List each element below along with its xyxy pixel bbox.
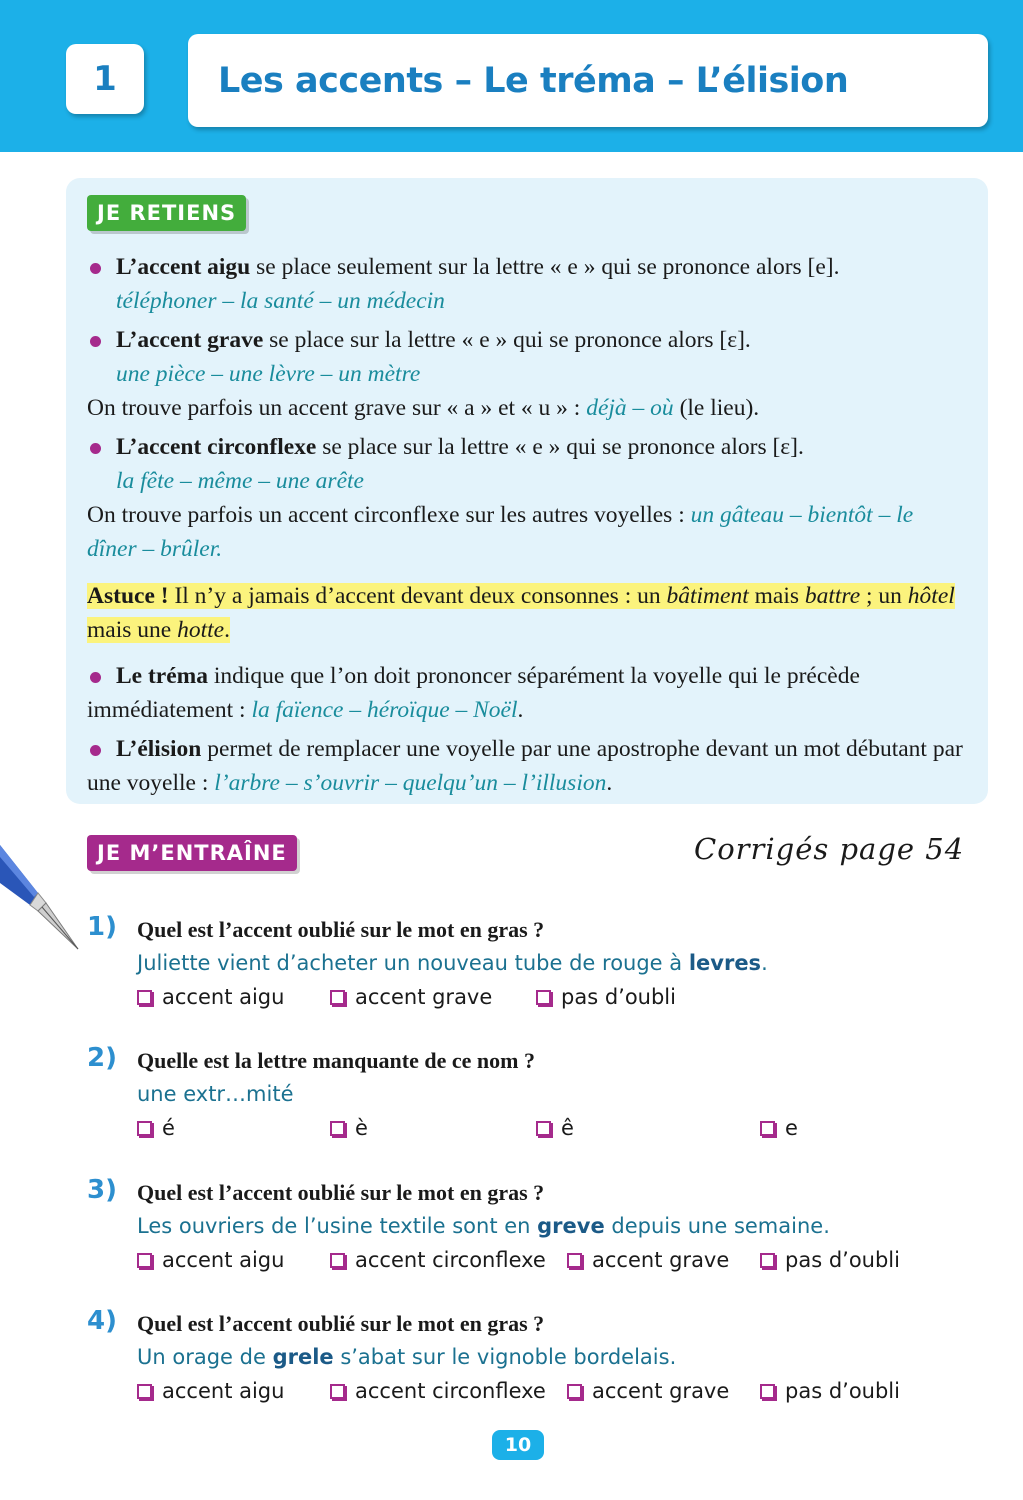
- checkbox-icon[interactable]: [760, 1121, 775, 1136]
- checkbox-icon[interactable]: [137, 1121, 152, 1136]
- rule-trema: [87, 659, 967, 727]
- astuce-word: battre: [804, 583, 861, 609]
- option-label: accent circonflexe: [355, 1379, 546, 1403]
- option-label: ê: [561, 1116, 574, 1140]
- term-elision: L’élision: [116, 736, 202, 762]
- astuce-label: Astuce !: [87, 583, 169, 609]
- option-label: é: [162, 1116, 175, 1140]
- term-trema: Le tréma: [116, 663, 208, 689]
- checkbox-icon[interactable]: [536, 990, 551, 1005]
- note-text-end: (le lieu).: [673, 395, 760, 421]
- astuce-word: bâtiment: [666, 583, 749, 609]
- rule-end: .: [606, 770, 613, 796]
- astuce-tip: [87, 579, 967, 647]
- checkbox-option[interactable]: [567, 1379, 729, 1403]
- term-accent-circonflexe: L’accent circonflexe: [116, 434, 317, 460]
- question-number: 3): [87, 1175, 117, 1205]
- je-retiens-tag: JE RETIENS: [87, 195, 246, 231]
- checkbox-option[interactable]: [330, 1248, 546, 1272]
- note-examples: un gâteau – bientôt – le dîner – brûler.: [87, 502, 914, 562]
- rule-accent-aigu: [87, 250, 967, 318]
- rule-text: se place seulement sur la lettre « e » qui se prononce alors [e].: [250, 254, 840, 280]
- sentence-text: depuis une semaine.: [604, 1214, 830, 1238]
- note-text: On trouve parfois un accent grave sur « a » et « u » :: [87, 395, 587, 421]
- rule-elision: [87, 732, 967, 800]
- rule-text: se place sur la lettre « e » qui se prononce alors [ɛ].: [263, 327, 751, 353]
- question-text: Quelle est la lettre manquante de ce nom ?: [137, 1048, 535, 1073]
- astuce-text: mais: [748, 583, 805, 609]
- question-sentence: [137, 951, 768, 975]
- checkbox-option[interactable]: [760, 1116, 798, 1140]
- checkbox-option[interactable]: [330, 1379, 546, 1403]
- sentence-text: s’abat sur le vignoble bordelais.: [333, 1345, 677, 1369]
- sentence-text: Un orage de: [137, 1345, 273, 1369]
- astuce-text: Il n’y a jamais d’accent devant deux consonnes : un: [168, 583, 667, 609]
- option-label: accent aigu: [162, 985, 285, 1009]
- checkbox-icon[interactable]: [760, 1384, 775, 1399]
- page-number: 10: [492, 1430, 544, 1460]
- sentence-text: une extr…mité: [137, 1082, 294, 1106]
- option-label: accent grave: [592, 1248, 730, 1272]
- option-label: pas d’oubli: [785, 1248, 900, 1272]
- checkbox-icon[interactable]: [137, 1384, 152, 1399]
- examples-circonflexe: la fête – même – une arête: [116, 468, 364, 494]
- checkbox-option[interactable]: [330, 1116, 368, 1140]
- option-label: accent circonflexe: [355, 1248, 546, 1272]
- option-label: pas d’oubli: [785, 1379, 900, 1403]
- checkbox-icon[interactable]: [536, 1121, 551, 1136]
- checkbox-icon[interactable]: [567, 1253, 582, 1268]
- checkbox-option[interactable]: [137, 1248, 284, 1272]
- checkbox-icon[interactable]: [330, 1253, 345, 1268]
- note-text: On trouve parfois un accent circonflexe sur les autres voyelles :: [87, 502, 691, 528]
- rule-accent-circonflexe: [87, 430, 967, 498]
- je-m-entraine-tag: JE M’ENTRAÎNE: [87, 835, 297, 871]
- corriges-reference: Corrigés page 54: [694, 832, 965, 866]
- chapter-number: 1: [66, 44, 144, 114]
- option-label: accent grave: [355, 985, 493, 1009]
- rule-text: se place sur la lettre « e » qui se prononce alors [ɛ].: [316, 434, 804, 460]
- checkbox-option[interactable]: [760, 1248, 900, 1272]
- option-label: accent aigu: [162, 1248, 285, 1272]
- rule-end: .: [517, 697, 524, 723]
- page-title: Les accents – Le tréma – L’élision: [188, 34, 988, 127]
- note-accent-grave: [87, 391, 967, 425]
- astuce-text: mais une: [87, 617, 178, 643]
- sentence-text: Juliette vient d’acheter un nouveau tube de rouge à: [137, 951, 689, 975]
- checkbox-option[interactable]: [536, 1116, 574, 1140]
- option-label: è: [355, 1116, 368, 1140]
- sentence-text: Les ouvriers de l’usine textile sont en: [137, 1214, 538, 1238]
- checkbox-option[interactable]: [137, 985, 284, 1009]
- question-1: [87, 912, 987, 1017]
- question-text: Quel est l’accent oublié sur le mot en gras ?: [137, 917, 545, 942]
- option-label: e: [785, 1116, 798, 1140]
- bold-word: greve: [537, 1214, 605, 1238]
- option-label: accent grave: [592, 1379, 730, 1403]
- rule-text: permet de remplacer une voyelle par une apostrophe devant un mot débutant par une voyelle :: [87, 736, 963, 796]
- question-sentence: [137, 1214, 830, 1238]
- question-number: 1): [87, 912, 117, 942]
- astuce-word: hôtel: [907, 583, 955, 609]
- bold-word: levres: [688, 951, 762, 975]
- examples-aigu: téléphoner – la santé – un médecin: [116, 288, 445, 314]
- question-sentence: [137, 1082, 294, 1106]
- astuce-text: ; un: [860, 583, 908, 609]
- checkbox-option[interactable]: [137, 1116, 175, 1140]
- astuce-word: hotte: [177, 617, 225, 643]
- checkbox-icon[interactable]: [137, 990, 152, 1005]
- sentence-text: .: [761, 951, 768, 975]
- question-4: [87, 1306, 987, 1411]
- checkbox-icon[interactable]: [330, 1121, 345, 1136]
- checkbox-option[interactable]: [330, 985, 492, 1009]
- option-label: accent aigu: [162, 1379, 285, 1403]
- examples-grave: une pièce – une lèvre – un mètre: [116, 361, 421, 387]
- checkbox-icon[interactable]: [330, 990, 345, 1005]
- rule-accent-grave: [87, 323, 967, 391]
- checkbox-icon[interactable]: [567, 1384, 582, 1399]
- bold-word: grele: [272, 1345, 334, 1369]
- question-text: Quel est l’accent oublié sur le mot en gras ?: [137, 1180, 545, 1205]
- question-number: 4): [87, 1306, 117, 1336]
- term-accent-grave: L’accent grave: [116, 327, 264, 353]
- fountain-pen-icon: [0, 845, 82, 955]
- question-number: 2): [87, 1043, 117, 1073]
- checkbox-option[interactable]: [137, 1379, 284, 1403]
- question-2: [87, 1043, 987, 1148]
- term-accent-aigu: L’accent aigu: [116, 254, 251, 280]
- checkbox-option[interactable]: [536, 985, 676, 1009]
- question-sentence: [137, 1345, 676, 1369]
- question-3: [87, 1175, 987, 1280]
- checkbox-option[interactable]: [760, 1379, 900, 1403]
- astuce-text: .: [224, 617, 230, 643]
- note-accent-circonflexe: [87, 498, 967, 566]
- checkbox-icon[interactable]: [760, 1253, 775, 1268]
- question-text: Quel est l’accent oublié sur le mot en gras ?: [137, 1311, 545, 1336]
- note-examples: déjà – où: [586, 395, 674, 421]
- checkbox-option[interactable]: [567, 1248, 729, 1272]
- examples-trema: la faïence – héroïque – Noël: [251, 697, 518, 723]
- rule-text: indique que l’on doit prononcer séparément la voyelle qui le précède immédiatement :: [87, 663, 860, 723]
- rules-text: [87, 250, 967, 800]
- examples-elision: l’arbre – s’ouvrir – quelqu’un – l’illusion: [214, 770, 607, 796]
- checkbox-icon[interactable]: [330, 1384, 345, 1399]
- option-label: pas d’oubli: [561, 985, 676, 1009]
- checkbox-icon[interactable]: [137, 1253, 152, 1268]
